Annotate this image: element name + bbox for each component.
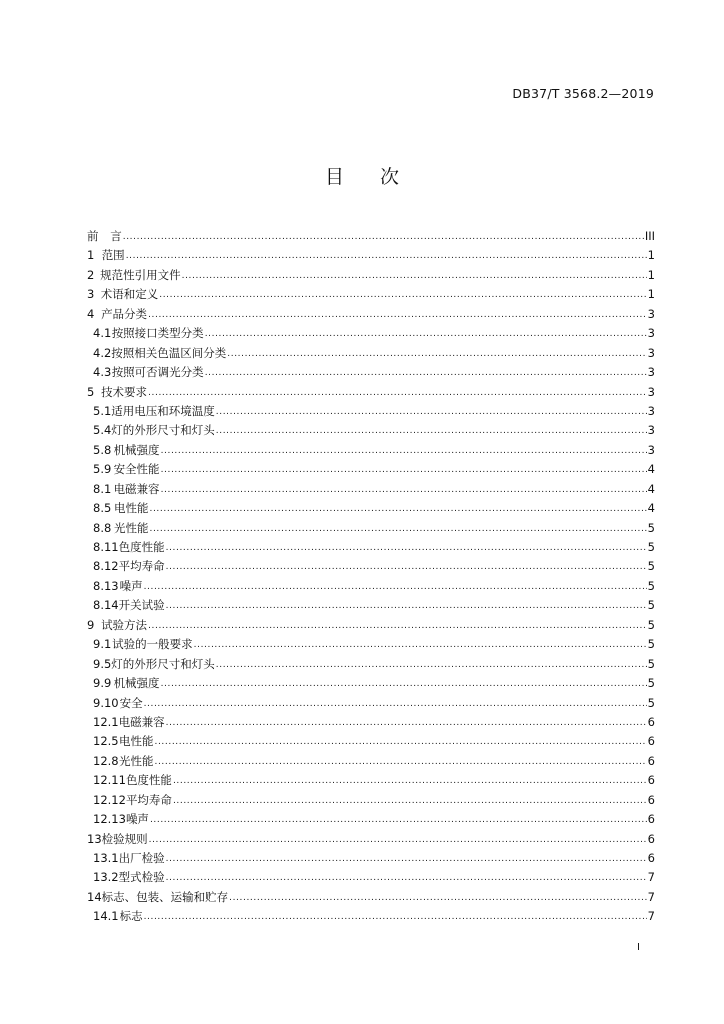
toc-entry-number: 8.13 [93, 578, 119, 593]
toc-entry-label: 检验规则 [101, 831, 148, 846]
toc-entry-number: 8.8 [93, 520, 112, 535]
toc-entry-page: 1 [647, 287, 655, 302]
toc-entry-label: 规范性引用文件 [100, 267, 181, 282]
toc-entry-number: 9.10 [93, 695, 119, 710]
toc-entry-number: 14 [87, 889, 102, 904]
toc-dot-leader [148, 617, 647, 631]
toc-entry-page: 5 [647, 520, 655, 535]
toc-entry-label: 按照相关色温区间分类 [111, 345, 227, 360]
toc-entry-page: 6 [647, 851, 655, 865]
toc-entry-label: 产品分类 [101, 306, 148, 321]
toc-dot-leader [150, 811, 647, 825]
toc-entry[interactable] [87, 306, 655, 325]
toc-entry-label: 电磁兼容 [113, 481, 160, 496]
toc-dot-leader [123, 228, 644, 242]
toc-dot-leader [150, 520, 647, 534]
toc-entry-number: 9.5 [93, 656, 112, 671]
toc-entry-label: 范围 [101, 248, 125, 263]
toc-entry-number: 13.2 [93, 870, 119, 885]
toc-entry-label: 按照接口类型分类 [111, 326, 204, 341]
toc-entry-page: III [644, 229, 655, 243]
toc-entry-label: 色度性能 [125, 773, 172, 788]
toc-entry-page: 7 [647, 889, 655, 904]
toc-entry-label: 电性能 [119, 734, 154, 749]
toc-dot-leader [227, 345, 646, 359]
toc-entry-page: 3 [647, 384, 655, 399]
toc-entry-label: 电磁兼容 [118, 714, 165, 729]
toc-entry-page: 5 [647, 540, 655, 554]
toc-entry-number: 5.1 [93, 403, 112, 418]
toc-entry[interactable] [87, 345, 655, 364]
toc-entry-number: 5.4 [93, 423, 112, 438]
toc-entry[interactable] [87, 869, 655, 888]
toc-entry-label: 试验的一般要求 [112, 637, 193, 652]
toc-dot-leader [148, 384, 647, 398]
toc-entry-label: 噪声 [125, 812, 149, 827]
toc-entry-number: 13.1 [93, 851, 119, 865]
toc-entry-number: 12.12 [93, 792, 126, 807]
toc-entry-label: 开关试验 [118, 598, 165, 613]
toc-entry-label: 灯的外形尺寸和灯头 [111, 423, 215, 438]
toc-entry[interactable] [87, 384, 655, 403]
toc-dot-leader [166, 558, 647, 572]
toc-dot-leader [144, 578, 647, 592]
toc-entry-number: 9.1 [93, 637, 112, 652]
toc-entry-label: 光性能 [114, 520, 149, 535]
toc-entry[interactable] [87, 714, 655, 733]
toc-title-char: 次 [380, 166, 400, 188]
toc-entry-page: 5 [647, 617, 655, 632]
toc-entry[interactable] [87, 500, 655, 519]
toc-entry-number: 12.1 [93, 714, 119, 729]
toc-entry-page: 5 [647, 637, 655, 652]
toc-entry-number: 4.3 [93, 365, 112, 380]
toc-dot-leader [166, 869, 647, 883]
toc-entry-number: 8.11 [93, 540, 119, 554]
toc-dot-leader [149, 831, 647, 845]
toc-dot-leader [144, 695, 647, 709]
toc-entry-label: 色度性能 [118, 540, 165, 554]
toc-dot-leader [144, 908, 647, 922]
toc-entry-page: 3 [647, 326, 655, 341]
toc-dot-leader [166, 597, 647, 611]
toc-entry[interactable] [87, 228, 655, 247]
toc-entry-number: 5 [87, 384, 95, 399]
toc-entry-number: 5.9 [93, 462, 112, 477]
toc-dot-leader [205, 325, 647, 339]
toc-entry[interactable] [87, 772, 655, 791]
toc-entry-page: 3 [647, 306, 655, 321]
toc-entry-label: 机械强度 [113, 676, 160, 691]
toc-entry-page: 5 [647, 559, 655, 574]
toc-entry-label: 灯的外形尺寸和灯头 [111, 656, 215, 671]
toc-entry-label: 噪声 [119, 578, 143, 593]
toc-dot-leader [150, 500, 647, 514]
page-number: I [637, 942, 640, 953]
toc-entry-page: 4 [647, 501, 655, 516]
toc-entry-number: 14.1 [93, 909, 119, 924]
toc-entry[interactable] [87, 733, 655, 752]
toc-entry-label: 适用电压和环境温度 [111, 403, 215, 418]
toc-entry-number: 1 [87, 248, 95, 263]
toc-entry[interactable] [87, 403, 655, 422]
toc-dot-leader [229, 889, 647, 903]
toc-dot-leader [173, 772, 647, 786]
toc-entry-page: 4 [647, 462, 655, 477]
toc-entry-page: 3 [647, 403, 655, 418]
toc-entry[interactable] [87, 520, 655, 539]
toc-dot-leader [205, 364, 647, 378]
toc-dot-leader [173, 792, 647, 806]
toc-entry-number: 8.1 [93, 481, 112, 496]
toc-entry[interactable] [87, 558, 655, 577]
toc-entry-number: 8.14 [93, 598, 119, 613]
toc-title [0, 162, 724, 189]
toc-entry-page: 6 [647, 753, 655, 768]
toc-entry-page: 6 [647, 812, 655, 827]
toc-entry-number: 12.5 [93, 734, 119, 749]
toc-entry-page: 7 [647, 870, 655, 885]
toc-entry[interactable] [87, 481, 655, 500]
toc-entry-page: 5 [647, 656, 655, 671]
toc-entry-number: 2 [87, 267, 95, 282]
toc-entry[interactable] [87, 325, 655, 344]
toc-entry-label: 安全 [119, 695, 143, 710]
toc-entry-page: 6 [647, 831, 655, 846]
toc-entry[interactable] [87, 811, 655, 830]
toc-entry-number: 13 [87, 831, 102, 846]
toc-entry-page: 5 [647, 598, 655, 613]
toc-entry-label: 机械强度 [113, 442, 160, 457]
toc-entry[interactable] [87, 247, 655, 266]
toc-entry-label: 标志、包装、运输和贮存 [101, 889, 229, 904]
toc-entry[interactable] [87, 695, 655, 714]
toc-entry[interactable] [87, 617, 655, 636]
toc-entry-page: 5 [647, 676, 655, 691]
toc-dot-leader [216, 422, 647, 436]
toc-entry-number: 4.2 [93, 345, 112, 360]
toc-entry-page: 3 [647, 345, 655, 360]
toc-entry-label: 试验方法 [101, 617, 148, 632]
toc-entry-page: 3 [647, 423, 655, 438]
toc-dot-leader [166, 714, 647, 728]
toc-dot-leader [161, 442, 647, 456]
toc-entry-number: 前 [87, 229, 99, 243]
toc-entry-number: 12.13 [93, 812, 126, 827]
toc-entry[interactable] [87, 908, 655, 927]
toc-entry-number: 3 [87, 287, 95, 302]
toc-entry[interactable] [87, 461, 655, 480]
toc-entry[interactable] [87, 442, 655, 461]
toc-entry-page: 1 [647, 248, 655, 263]
toc-dot-leader [155, 733, 647, 747]
toc-dot-leader [166, 850, 647, 864]
toc-entry-page: 4 [647, 481, 655, 496]
toc-entry[interactable] [87, 267, 655, 286]
toc-dot-leader [155, 753, 647, 767]
toc-dot-leader [161, 481, 647, 495]
toc-entry-label: 标志 [119, 909, 143, 924]
toc-dot-leader [216, 403, 647, 417]
toc-dot-leader [194, 636, 647, 650]
toc-entry-label: 言 [110, 229, 122, 243]
toc-entry[interactable] [87, 753, 655, 772]
toc-dot-leader [182, 267, 647, 281]
toc-dot-leader [161, 675, 647, 689]
toc-entry[interactable] [87, 422, 655, 441]
toc-entry[interactable] [87, 831, 655, 850]
toc-dot-leader [148, 306, 647, 320]
table-of-contents [87, 228, 655, 928]
toc-entry-number: 8.5 [93, 501, 112, 516]
toc-dot-leader [216, 656, 647, 670]
toc-entry-page: 6 [647, 714, 655, 729]
toc-entry-page: 3 [647, 365, 655, 380]
toc-entry-label: 型式检验 [118, 870, 165, 885]
toc-entry-page: 1 [647, 267, 655, 282]
toc-dot-leader [166, 539, 647, 553]
toc-title-char: 目 [324, 166, 344, 188]
toc-dot-leader [126, 247, 647, 261]
toc-entry-number: 5.8 [93, 442, 112, 457]
toc-entry-number: 9.9 [93, 676, 112, 691]
toc-entry[interactable] [87, 364, 655, 383]
toc-entry[interactable] [87, 889, 655, 908]
toc-entry[interactable] [87, 675, 655, 694]
toc-entry-number: 8.12 [93, 559, 119, 574]
toc-entry[interactable] [87, 792, 655, 811]
toc-entry-number: 4.1 [93, 326, 112, 341]
toc-entry-page: 3 [647, 442, 655, 457]
toc-entry[interactable] [87, 286, 655, 305]
toc-entry[interactable] [87, 656, 655, 675]
document-id: DB37/T 3568.2—2019 [512, 86, 654, 101]
toc-entry[interactable] [87, 597, 655, 616]
toc-entry-label: 按照可否调光分类 [111, 365, 204, 380]
toc-entry-label: 平均寿命 [125, 792, 172, 807]
toc-entry[interactable] [87, 636, 655, 655]
toc-entry-page: 7 [647, 909, 655, 924]
toc-entry-page: 5 [647, 578, 655, 593]
toc-entry-label: 安全性能 [113, 462, 160, 477]
toc-dot-leader [161, 461, 647, 475]
toc-entry-number: 12.11 [93, 773, 126, 788]
toc-dot-leader [159, 286, 646, 300]
toc-entry-page: 6 [647, 792, 655, 807]
toc-entry-label: 光性能 [119, 753, 154, 768]
toc-entry-label: 平均寿命 [118, 559, 165, 574]
toc-entry-number: 9 [87, 617, 95, 632]
toc-entry-label: 电性能 [114, 501, 149, 516]
toc-entry-label: 技术要求 [101, 384, 148, 399]
toc-entry-label: 出厂检验 [118, 851, 165, 865]
toc-entry-page: 6 [647, 773, 655, 788]
toc-entry-page: 6 [647, 734, 655, 749]
toc-entry-page: 5 [647, 695, 655, 710]
toc-entry[interactable] [87, 539, 655, 558]
toc-entry-number: 4 [87, 306, 95, 321]
toc-entry[interactable] [87, 578, 655, 597]
toc-entry-number: 12.8 [93, 753, 119, 768]
toc-entry[interactable] [87, 850, 655, 869]
toc-entry-label: 术语和定义 [100, 287, 159, 302]
